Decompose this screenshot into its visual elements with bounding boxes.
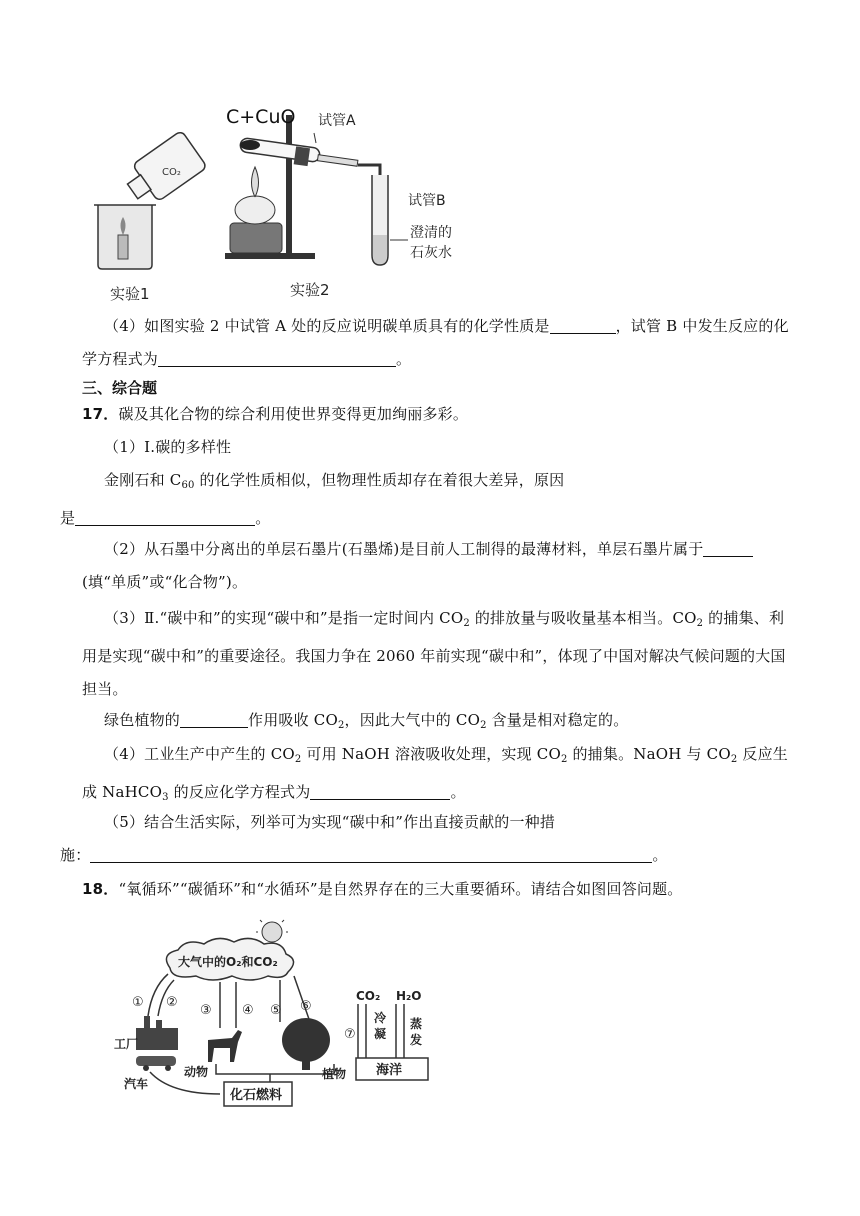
q17-part3-blank: 绿色植物的 作用吸收 $CO_2$，因此大气中的 $CO_2$ 含量是相对稳定的。 xyxy=(104,711,629,731)
plant-label: 植物 xyxy=(322,1067,347,1081)
alcohol-lamp xyxy=(230,167,282,253)
factory-label: 工厂 xyxy=(114,1037,139,1051)
q17-stem: 17．碳及其化合物的综合利用使世界变得更加绚丽多彩。 xyxy=(82,405,469,423)
tube-a-label: 试管A xyxy=(318,113,356,129)
ocean-label: 海洋 xyxy=(376,1063,403,1078)
label-7: ⑦ xyxy=(344,1027,356,1042)
reagent-label: C+CuO xyxy=(226,106,296,128)
answer-blank[interactable] xyxy=(158,350,396,367)
condense-label-2: 凝 xyxy=(374,1027,387,1041)
label-5: ⑤ xyxy=(270,1003,282,1018)
co2-bottle xyxy=(120,130,207,210)
tube-b-label: 试管B xyxy=(408,193,446,209)
cloud-label: 大气中的O₂和CO₂ xyxy=(178,955,278,969)
answer-blank[interactable] xyxy=(703,540,753,557)
section-title: 三、综合题 xyxy=(82,379,158,397)
answer-blank[interactable] xyxy=(90,846,652,863)
h2o-label: H₂O xyxy=(396,989,422,1003)
bottle-label: CO₂ xyxy=(162,167,181,178)
beaker-with-candle xyxy=(94,205,156,269)
q17-part1-text: 金刚石和 $C_{60}$ 的化学性质相似，但物理性质却存在着很大差异，原因 是 。 xyxy=(60,471,565,527)
condense-label-1: 冷 xyxy=(374,1011,387,1025)
experiment-figure xyxy=(90,95,470,310)
exp1-label: 实验1 xyxy=(110,285,150,303)
tree-icon xyxy=(282,1018,330,1070)
answer-blank[interactable] xyxy=(550,317,616,334)
q17-part3-text: （3）Ⅱ.“碳中和”的实现“碳中和”是指一定时间内 $CO_2$ 的排放量与吸收量基本相当。$CO_2$ 的捕集、利用是实现“碳中和”的重要途径。我国力争在 2060 年前实现“碳中和”，体现了中国对解决气候问题的大国担当。 xyxy=(82,609,786,698)
q17-part4: （4）工业生产中产生的 $CO_2$ 可用 NaOH 溶液吸收处理，实现 $CO_2$ 的捕集。NaOH 与 $CO_2$ 反应生成 NaHCO$_3$ 的反应化学方程式为 。 xyxy=(82,745,788,803)
cloud-atmosphere xyxy=(166,938,293,980)
label-2: ② xyxy=(166,995,178,1010)
q17-part2: （2）从石墨中分离出的单层石墨片(石墨烯)是目前人工制得的最薄材料，单层石墨片属于(填“单质”或“化合物”)。 xyxy=(82,533,790,599)
animal-label: 动物 xyxy=(184,1065,209,1079)
co2-label: CO₂ xyxy=(356,989,381,1003)
answer-blank[interactable] xyxy=(310,783,450,800)
label-6: ⑥ xyxy=(300,999,312,1014)
label-3: ③ xyxy=(200,1003,212,1018)
q18-stem: 18．“氧循环”“碳循环”和“水循环”是自然界存在的三大重要循环。请结合如图回答问题。 xyxy=(82,880,683,898)
lime-water-label-1: 澄清的 xyxy=(410,225,452,241)
test-tube-b xyxy=(372,175,388,265)
fossil-label: 化石燃料 xyxy=(230,1088,283,1103)
q16-part4: （4）如图实验 2 中试管 A 处的反应说明碳单质具有的化学性质是 ，试管 B 中发生反应的化学方程式为 。 xyxy=(82,317,789,368)
animal-icon xyxy=(208,1030,242,1062)
factory-icon xyxy=(136,1016,178,1050)
label-1: ① xyxy=(132,995,144,1010)
lime-water-label-2: 石灰水 xyxy=(410,245,452,261)
evaporate-label-1: 蒸 xyxy=(410,1017,423,1031)
sun-icon xyxy=(256,918,288,942)
car-label: 汽车 xyxy=(124,1077,149,1091)
answer-blank[interactable] xyxy=(75,509,255,526)
evaporate-label-2: 发 xyxy=(410,1033,423,1047)
cycle-figure xyxy=(100,918,460,1118)
label-4: ④ xyxy=(242,1003,254,1018)
answer-blank[interactable] xyxy=(180,711,248,728)
exp2-label: 实验2 xyxy=(290,281,330,299)
q17-part1: （1）Ⅰ.碳的多样性 xyxy=(104,438,232,456)
car-icon xyxy=(136,1056,176,1071)
q17-part5: （5）结合生活实际，列举可为实现“碳中和”作出直接贡献的一种措 施： 。 xyxy=(60,813,668,864)
